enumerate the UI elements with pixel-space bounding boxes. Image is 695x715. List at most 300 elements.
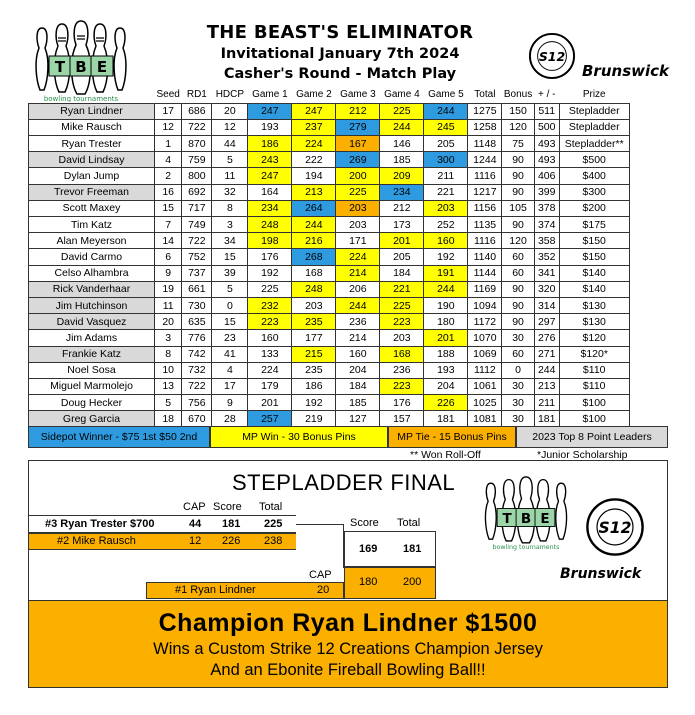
legend-mp-tie: MP Tie - 15 Bonus Pins <box>388 426 516 448</box>
bonus-cell: 60 <box>502 249 534 265</box>
hdcp-cell: 5 <box>212 281 248 297</box>
bowler-name: Rick Vanderhaar <box>29 281 155 297</box>
game1-cell: 201 <box>248 395 292 411</box>
table-row <box>29 395 630 411</box>
sl-final-p1-total: 181 <box>403 543 422 555</box>
game1-cell: 192 <box>248 265 292 281</box>
game1-cell: 179 <box>248 378 292 394</box>
seed-cell: 15 <box>155 200 182 216</box>
game5-cell: 245 <box>424 119 468 135</box>
seed-cell: 16 <box>155 184 182 200</box>
sl-final-upper-box <box>344 531 436 567</box>
game1-cell: 224 <box>248 362 292 378</box>
sl-top-name: #1 Ryan Lindner <box>175 584 256 596</box>
game3-cell: 185 <box>336 395 380 411</box>
prize-cell: Stepladder <box>559 119 629 135</box>
plus-minus-cell: 511 <box>534 103 559 119</box>
note-rolloff: ** Won Roll-Off <box>410 449 481 461</box>
game4-cell: 157 <box>380 411 424 427</box>
prize-cell: $100 <box>559 411 629 427</box>
table-row <box>29 103 630 119</box>
prize-cell: $400 <box>559 168 629 184</box>
total-cell: 1081 <box>468 411 502 427</box>
rd1-cell: 732 <box>182 362 212 378</box>
game4-cell: 244 <box>380 119 424 135</box>
seed-cell: 14 <box>155 233 182 249</box>
brunswick-logo: Brunswick <box>582 62 669 80</box>
game4-cell: 176 <box>380 395 424 411</box>
bonus-cell: 30 <box>502 411 534 427</box>
prize-cell: $130 <box>559 314 629 330</box>
table-row <box>29 200 630 216</box>
total-cell: 1140 <box>468 249 502 265</box>
hdcp-cell: 39 <box>212 265 248 281</box>
legend-point-leaders: 2023 Top 8 Point Leaders <box>516 426 668 448</box>
seed-cell: 2 <box>155 168 182 184</box>
tbe-logo-secondary <box>480 475 572 551</box>
rd1-cell: 759 <box>182 152 212 168</box>
strike12-logo <box>528 32 576 80</box>
game5-cell: 160 <box>424 233 468 249</box>
table-row <box>29 249 630 265</box>
table-row <box>29 233 630 249</box>
plus-minus-cell: 320 <box>534 281 559 297</box>
bowler-name: Miguel Marmolejo <box>29 378 155 394</box>
bowler-name: Alan Meyerson <box>29 233 155 249</box>
total-cell: 1244 <box>468 152 502 168</box>
table-row <box>29 346 630 362</box>
game2-cell: 248 <box>292 281 336 297</box>
plus-minus-cell: 314 <box>534 297 559 313</box>
rd1-cell: 800 <box>182 168 212 184</box>
game4-cell: 225 <box>380 297 424 313</box>
s12-number-secondary: S12 <box>598 519 632 537</box>
sl-final-head-total: Total <box>397 517 421 529</box>
game3-cell: 160 <box>336 346 380 362</box>
total-cell: 1094 <box>468 297 502 313</box>
rd1-cell: 717 <box>182 200 212 216</box>
col-game1: Game 1 <box>252 89 288 101</box>
game4-cell: 173 <box>380 217 424 233</box>
table-header-row <box>29 87 630 103</box>
col-game3: Game 3 <box>340 89 376 101</box>
seed-cell: 19 <box>155 281 182 297</box>
prize-cell: $150 <box>559 233 629 249</box>
rd1-cell: 692 <box>182 184 212 200</box>
table-row <box>29 314 630 330</box>
bonus-cell: 0 <box>502 362 534 378</box>
bowler-name: David Carmo <box>29 249 155 265</box>
legend-sidepot: Sidepot Winner - $75 1st $50 2nd <box>28 426 210 448</box>
col-seed: Seed <box>156 89 180 101</box>
game3-cell: 236 <box>336 314 380 330</box>
hdcp-cell: 3 <box>212 217 248 233</box>
plus-minus-cell: 493 <box>534 152 559 168</box>
game2-cell: 194 <box>292 168 336 184</box>
game2-cell: 192 <box>292 395 336 411</box>
game5-cell: 244 <box>424 281 468 297</box>
game2-cell: 215 <box>292 346 336 362</box>
total-cell: 1070 <box>468 330 502 346</box>
col-game5: Game 5 <box>428 89 464 101</box>
rd1-cell: 730 <box>182 297 212 313</box>
seed-cell: 7 <box>155 217 182 233</box>
game3-cell: 206 <box>336 281 380 297</box>
sl-head-total: Total <box>259 501 283 513</box>
bonus-cell: 90 <box>502 168 534 184</box>
game2-cell: 168 <box>292 265 336 281</box>
bonus-cell: 75 <box>502 136 534 152</box>
table-row <box>29 152 630 168</box>
plus-minus-cell: 271 <box>534 346 559 362</box>
hdcp-cell: 20 <box>212 103 248 119</box>
rd1-cell: 737 <box>182 265 212 281</box>
sl-bracket-line-1 <box>296 524 344 568</box>
plus-minus-cell: 500 <box>534 119 559 135</box>
sl-top-seed <box>146 582 344 599</box>
game5-cell: 181 <box>424 411 468 427</box>
game5-cell: 300 <box>424 152 468 168</box>
sl-final-p2-total: 200 <box>403 576 422 588</box>
game3-cell: 200 <box>336 168 380 184</box>
rd1-cell: 722 <box>182 233 212 249</box>
total-cell: 1169 <box>468 281 502 297</box>
bowler-name: Celso Alhambra <box>29 265 155 281</box>
game1-cell: 176 <box>248 249 292 265</box>
rd1-cell: 749 <box>182 217 212 233</box>
game2-cell: 203 <box>292 297 336 313</box>
plus-minus-cell: 211 <box>534 395 559 411</box>
game1-cell: 164 <box>248 184 292 200</box>
prize-cell: $140 <box>559 265 629 281</box>
tbe-letter-e: E <box>96 58 108 76</box>
rd1-cell: 870 <box>182 136 212 152</box>
game3-cell: 269 <box>336 152 380 168</box>
game3-cell: 224 <box>336 249 380 265</box>
bonus-cell: 150 <box>502 103 534 119</box>
game5-cell: 203 <box>424 200 468 216</box>
sl-p1-total: 225 <box>264 518 283 530</box>
game4-cell: 146 <box>380 136 424 152</box>
sl-top-cap: 20 <box>317 584 330 596</box>
total-cell: 1156 <box>468 200 502 216</box>
game2-cell: 235 <box>292 314 336 330</box>
game3-cell: 214 <box>336 330 380 346</box>
rd1-cell: 776 <box>182 330 212 346</box>
game1-cell: 198 <box>248 233 292 249</box>
game2-cell: 177 <box>292 330 336 346</box>
rd1-cell: 686 <box>182 103 212 119</box>
table-body <box>29 103 630 427</box>
seed-cell: 20 <box>155 314 182 330</box>
sl-head-score: Score <box>213 501 242 513</box>
sl-p1-name: #3 Ryan Trester $700 <box>45 518 155 530</box>
game1-cell: 247 <box>248 168 292 184</box>
prize-cell: $110 <box>559 362 629 378</box>
sl-p2-total: 238 <box>264 535 283 547</box>
rd1-cell: 742 <box>182 346 212 362</box>
prize-cell: $300 <box>559 184 629 200</box>
hdcp-cell: 4 <box>212 362 248 378</box>
bowler-name: Scott Maxey <box>29 200 155 216</box>
game4-cell: 223 <box>380 314 424 330</box>
game3-cell: 203 <box>336 200 380 216</box>
bowler-name: David Vasquez <box>29 314 155 330</box>
plus-minus-cell: 358 <box>534 233 559 249</box>
bonus-cell: 90 <box>502 184 534 200</box>
game4-cell: 209 <box>380 168 424 184</box>
game2-cell: 224 <box>292 136 336 152</box>
game5-cell: 211 <box>424 168 468 184</box>
plus-minus-cell: 399 <box>534 184 559 200</box>
game2-cell: 213 <box>292 184 336 200</box>
hdcp-cell: 15 <box>212 249 248 265</box>
tbe-letter-t: T <box>54 58 66 76</box>
table-row <box>29 265 630 281</box>
total-cell: 1148 <box>468 136 502 152</box>
sl-final-head-score: Score <box>350 517 379 529</box>
game1-cell: 243 <box>248 152 292 168</box>
game1-cell: 133 <box>248 346 292 362</box>
legend-mp-win: MP Win - 30 Bonus Pins <box>210 426 388 448</box>
bonus-cell: 90 <box>502 297 534 313</box>
game3-cell: 184 <box>336 378 380 394</box>
game5-cell: 201 <box>424 330 468 346</box>
prize-cell: $120 <box>559 330 629 346</box>
event-title: THE BEAST'S ELIMINATOR <box>206 22 474 43</box>
sl-final-p2-score: 180 <box>359 576 378 588</box>
table-row <box>29 119 630 135</box>
note-junior: *Junior Scholarship <box>537 449 628 461</box>
plus-minus-cell: 181 <box>534 411 559 427</box>
hdcp-cell: 32 <box>212 184 248 200</box>
game4-cell: 234 <box>380 184 424 200</box>
seed-cell: 10 <box>155 362 182 378</box>
results-table <box>28 87 630 427</box>
brunswick-logo-secondary: Brunswick <box>560 566 642 582</box>
game3-cell: 127 <box>336 411 380 427</box>
game5-cell: 190 <box>424 297 468 313</box>
rd1-cell: 661 <box>182 281 212 297</box>
plus-minus-cell: 493 <box>534 136 559 152</box>
game2-cell: 186 <box>292 378 336 394</box>
game5-cell: 205 <box>424 136 468 152</box>
col-hdcp: HDCP <box>215 89 245 101</box>
hdcp-cell: 11 <box>212 168 248 184</box>
total-cell: 1112 <box>468 362 502 378</box>
hdcp-cell: 17 <box>212 378 248 394</box>
prize-cell: $120* <box>559 346 629 362</box>
table-row <box>29 330 630 346</box>
hdcp-cell: 8 <box>212 200 248 216</box>
bowler-name: Greg Garcia <box>29 411 155 427</box>
rd1-cell: 752 <box>182 249 212 265</box>
sl-p1-score: 181 <box>222 518 241 530</box>
game5-cell: 192 <box>424 249 468 265</box>
hdcp-cell: 15 <box>212 314 248 330</box>
seed-cell: 5 <box>155 395 182 411</box>
game3-cell: 225 <box>336 184 380 200</box>
event-subtitle-date: Invitational January 7th 2024 <box>220 46 460 62</box>
game2-cell: 244 <box>292 217 336 233</box>
prize-cell: $130 <box>559 297 629 313</box>
bowler-name: Doug Hecker <box>29 395 155 411</box>
bonus-cell: 105 <box>502 200 534 216</box>
s12-number: S12 <box>538 48 566 64</box>
total-cell: 1275 <box>468 103 502 119</box>
game3-cell: 212 <box>336 103 380 119</box>
prize-cell: Stepladder** <box>559 136 629 152</box>
prize-cell: $175 <box>559 217 629 233</box>
rd1-cell: 722 <box>182 378 212 394</box>
bonus-cell: 90 <box>502 152 534 168</box>
col-game4: Game 4 <box>384 89 420 101</box>
game1-cell: 225 <box>248 281 292 297</box>
prize-cell: $110 <box>559 378 629 394</box>
game1-cell: 160 <box>248 330 292 346</box>
game5-cell: 188 <box>424 346 468 362</box>
plus-minus-cell: 213 <box>534 378 559 394</box>
bowler-name: Dylan Jump <box>29 168 155 184</box>
sl-head-cap: CAP <box>183 501 206 513</box>
tbe2-letter-b: B <box>520 510 532 527</box>
sl-p1-cap: 44 <box>189 518 202 530</box>
hdcp-cell: 34 <box>212 233 248 249</box>
total-cell: 1069 <box>468 346 502 362</box>
sl-match1-player2 <box>28 533 296 550</box>
col-rd1: RD1 <box>186 89 207 101</box>
table-row <box>29 168 630 184</box>
rd1-cell: 670 <box>182 411 212 427</box>
game1-cell: 234 <box>248 200 292 216</box>
sl-p2-score: 226 <box>222 535 241 547</box>
game1-cell: 232 <box>248 297 292 313</box>
game2-cell: 268 <box>292 249 336 265</box>
plus-minus-cell: 406 <box>534 168 559 184</box>
game5-cell: 193 <box>424 362 468 378</box>
bowler-name: Ryan Trester <box>29 136 155 152</box>
game2-cell: 219 <box>292 411 336 427</box>
header-name <box>29 87 155 103</box>
plus-minus-cell: 244 <box>534 362 559 378</box>
game3-cell: 279 <box>336 119 380 135</box>
sl-final-p1-score: 169 <box>359 543 378 555</box>
bowler-name: David Lindsay <box>29 152 155 168</box>
table-row <box>29 411 630 427</box>
bowler-name: Mike Rausch <box>29 119 155 135</box>
table-row <box>29 362 630 378</box>
sl-final-lower-box <box>344 567 436 599</box>
seed-cell: 12 <box>155 119 182 135</box>
bonus-cell: 120 <box>502 233 534 249</box>
game2-cell: 237 <box>292 119 336 135</box>
hdcp-cell: 0 <box>212 297 248 313</box>
game3-cell: 214 <box>336 265 380 281</box>
bonus-cell: 90 <box>502 281 534 297</box>
plus-minus-cell: 352 <box>534 249 559 265</box>
seed-cell: 3 <box>155 330 182 346</box>
hdcp-cell: 9 <box>212 395 248 411</box>
seed-cell: 9 <box>155 265 182 281</box>
game4-cell: 212 <box>380 200 424 216</box>
table-row <box>29 217 630 233</box>
bonus-cell: 30 <box>502 378 534 394</box>
stepladder-title: STEPLADDER FINAL <box>232 470 456 495</box>
game5-cell: 204 <box>424 378 468 394</box>
sl-match1-player1 <box>28 515 296 533</box>
total-cell: 1258 <box>468 119 502 135</box>
game5-cell: 226 <box>424 395 468 411</box>
hdcp-cell: 5 <box>212 152 248 168</box>
total-cell: 1025 <box>468 395 502 411</box>
total-cell: 1135 <box>468 217 502 233</box>
game1-cell: 223 <box>248 314 292 330</box>
table-row <box>29 136 630 152</box>
total-cell: 1217 <box>468 184 502 200</box>
game3-cell: 167 <box>336 136 380 152</box>
game1-cell: 186 <box>248 136 292 152</box>
tbe2-tagline: bowling tournaments <box>492 544 560 551</box>
tbe2-letter-e: E <box>540 510 550 527</box>
game3-cell: 203 <box>336 217 380 233</box>
bonus-cell: 60 <box>502 346 534 362</box>
game5-cell: 221 <box>424 184 468 200</box>
seed-cell: 13 <box>155 378 182 394</box>
game2-cell: 222 <box>292 152 336 168</box>
champion-prize-line1: Wins a Custom Strike 12 Creations Champion Jersey <box>153 640 543 658</box>
col-plus-minus: + / - <box>537 89 556 101</box>
seed-cell: 8 <box>155 346 182 362</box>
strike12-logo-secondary <box>585 497 645 557</box>
plus-minus-cell: 374 <box>534 217 559 233</box>
game4-cell: 201 <box>380 233 424 249</box>
game3-cell: 244 <box>336 297 380 313</box>
prize-cell: $140 <box>559 281 629 297</box>
rd1-cell: 635 <box>182 314 212 330</box>
total-cell: 1172 <box>468 314 502 330</box>
game1-cell: 247 <box>248 103 292 119</box>
total-cell: 1144 <box>468 265 502 281</box>
prize-cell: $100 <box>559 395 629 411</box>
bonus-cell: 30 <box>502 330 534 346</box>
hdcp-cell: 41 <box>212 346 248 362</box>
bonus-cell: 60 <box>502 265 534 281</box>
champion-banner <box>28 600 668 688</box>
prize-cell: $500 <box>559 152 629 168</box>
game4-cell: 223 <box>380 378 424 394</box>
table-row <box>29 281 630 297</box>
game5-cell: 180 <box>424 314 468 330</box>
plus-minus-cell: 297 <box>534 314 559 330</box>
game4-cell: 184 <box>380 265 424 281</box>
bowler-name: Ryan Lindner <box>29 103 155 119</box>
game4-cell: 168 <box>380 346 424 362</box>
game5-cell: 191 <box>424 265 468 281</box>
seed-cell: 4 <box>155 152 182 168</box>
table-row <box>29 297 630 313</box>
col-prize: Prize <box>582 89 606 101</box>
game5-cell: 252 <box>424 217 468 233</box>
hdcp-cell: 23 <box>212 330 248 346</box>
game2-cell: 247 <box>292 103 336 119</box>
sl-p2-cap: 12 <box>189 535 202 547</box>
sl-p2-name: #2 Mike Rausch <box>57 535 136 547</box>
game5-cell: 244 <box>424 103 468 119</box>
col-game2: Game 2 <box>296 89 332 101</box>
seed-cell: 18 <box>155 411 182 427</box>
game4-cell: 225 <box>380 103 424 119</box>
game4-cell: 205 <box>380 249 424 265</box>
